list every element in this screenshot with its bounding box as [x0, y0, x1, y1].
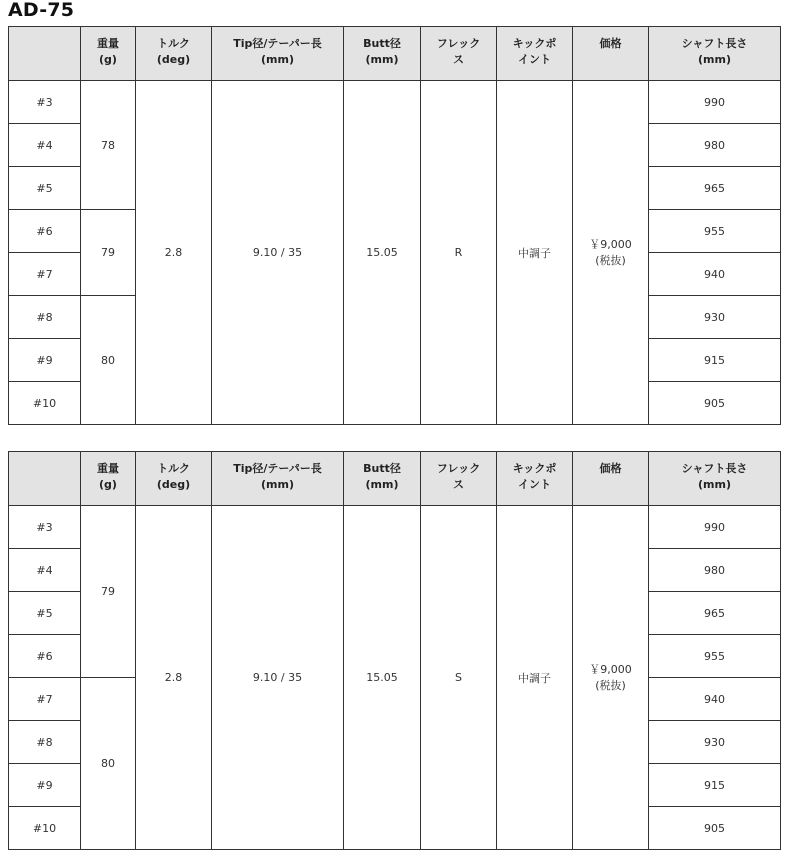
header-weight: 重量 (g) — [81, 452, 136, 506]
header-blank — [9, 27, 81, 81]
shaft-number: #9 — [9, 764, 81, 807]
weight-cell: 79 — [81, 506, 136, 678]
length-cell: 915 — [649, 339, 781, 382]
shaft-number: #6 — [9, 635, 81, 678]
length-cell: 905 — [649, 382, 781, 425]
length-cell: 980 — [649, 549, 781, 592]
shaft-number: #5 — [9, 592, 81, 635]
header-kick-point: キックポ イント — [497, 27, 573, 81]
tip-cell: 9.10 / 35 — [212, 81, 344, 425]
header-tip: Tip径/テーパー長 (mm) — [212, 452, 344, 506]
weight-cell: 78 — [81, 81, 136, 210]
length-cell: 940 — [649, 678, 781, 721]
length-cell: 965 — [649, 592, 781, 635]
page-title: AD-75 — [8, 0, 75, 21]
shaft-number: #9 — [9, 339, 81, 382]
price-cell: ￥9,000 (税抜) — [573, 506, 649, 850]
header-price: 価格 — [573, 27, 649, 81]
shaft-number: #4 — [9, 549, 81, 592]
butt-cell: 15.05 — [344, 506, 421, 850]
table-row — [9, 81, 781, 124]
shaft-number: #7 — [9, 678, 81, 721]
header-price: 価格 — [573, 452, 649, 506]
length-cell: 980 — [649, 124, 781, 167]
length-cell: 915 — [649, 764, 781, 807]
torque-cell: 2.8 — [136, 506, 212, 850]
header-flex: フレック ス — [421, 452, 497, 506]
header-length: シャフト長さ (mm) — [649, 27, 781, 81]
length-cell: 930 — [649, 721, 781, 764]
length-cell: 955 — [649, 635, 781, 678]
flex-cell: R — [421, 81, 497, 425]
header-kick-point: キックポ イント — [497, 452, 573, 506]
header-tip: Tip径/テーパー長 (mm) — [212, 27, 344, 81]
shaft-number: #3 — [9, 506, 81, 549]
shaft-number: #3 — [9, 81, 81, 124]
header-length: シャフト長さ (mm) — [649, 452, 781, 506]
shaft-number: #10 — [9, 807, 81, 850]
kick-point-cell: 中調子 — [497, 506, 573, 850]
header-torque: トルク (deg) — [136, 452, 212, 506]
shaft-number: #10 — [9, 382, 81, 425]
length-cell: 905 — [649, 807, 781, 850]
shaft-number: #6 — [9, 210, 81, 253]
butt-cell: 15.05 — [344, 81, 421, 425]
shaft-number: #7 — [9, 253, 81, 296]
length-cell: 940 — [649, 253, 781, 296]
flex-cell: S — [421, 506, 497, 850]
header-torque: トルク (deg) — [136, 27, 212, 81]
spec-table-s-flex — [8, 451, 781, 850]
spec-table-r-flex — [8, 26, 781, 425]
header-butt: Butt径 (mm) — [344, 452, 421, 506]
header-blank — [9, 452, 81, 506]
length-cell: 990 — [649, 506, 781, 549]
shaft-number: #8 — [9, 721, 81, 764]
shaft-number: #8 — [9, 296, 81, 339]
header-weight: 重量 (g) — [81, 27, 136, 81]
length-cell: 930 — [649, 296, 781, 339]
length-cell: 955 — [649, 210, 781, 253]
header-butt: Butt径 (mm) — [344, 27, 421, 81]
torque-cell: 2.8 — [136, 81, 212, 425]
length-cell: 965 — [649, 167, 781, 210]
shaft-number: #4 — [9, 124, 81, 167]
tip-cell: 9.10 / 35 — [212, 506, 344, 850]
shaft-number: #5 — [9, 167, 81, 210]
weight-cell: 79 — [81, 210, 136, 296]
weight-cell: 80 — [81, 678, 136, 850]
kick-point-cell: 中調子 — [497, 81, 573, 425]
weight-cell: 80 — [81, 296, 136, 425]
header-flex: フレック ス — [421, 27, 497, 81]
table-row — [9, 506, 781, 549]
header-row — [9, 452, 781, 506]
header-row — [9, 27, 781, 81]
price-cell: ￥9,000 (税抜) — [573, 81, 649, 425]
length-cell: 990 — [649, 81, 781, 124]
